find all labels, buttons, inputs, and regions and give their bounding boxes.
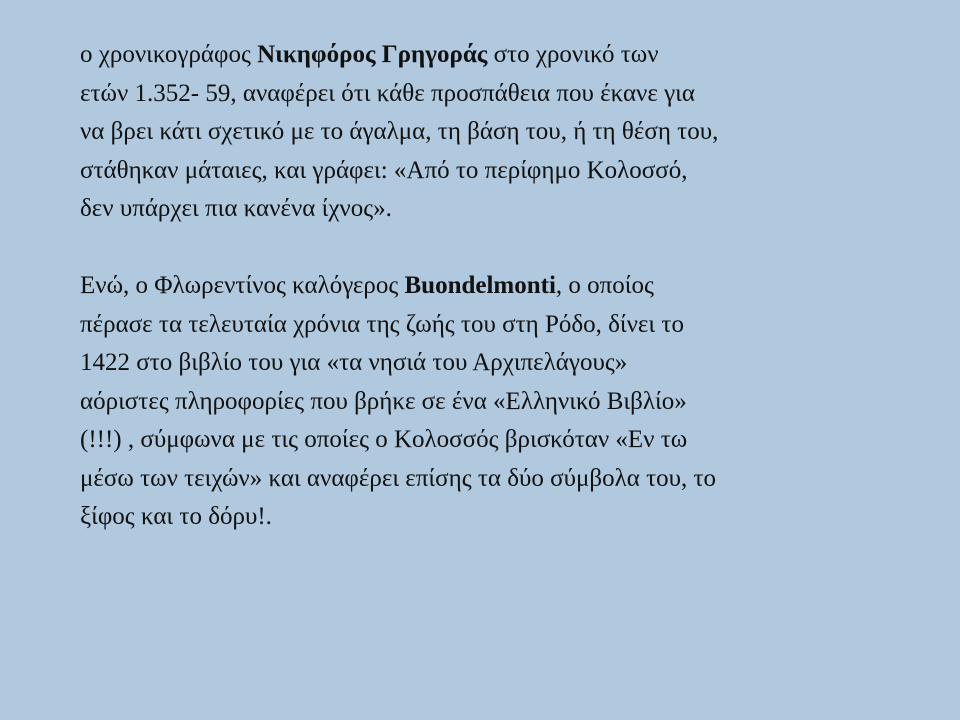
text-line: αόριστες πληροφορίες που βρήκε σε ένα «Ελληνικό Βιβλίο» (80, 387, 687, 415)
text-span: ο χρονικογράφος (80, 41, 258, 68)
paragraph-gregoras (80, 36, 910, 229)
paragraph-buondelmonti (80, 267, 910, 537)
text-line: ετών 1.352- 59, αναφέρει ότι κάθε προσπάθεια που έκανε για (80, 79, 695, 107)
text-line: (!!!) , σύμφωνα με τις οποίες ο Κολοσσός βρισκόταν «Εν τω (80, 426, 688, 453)
text-line: πέρασε τα τελευταία χρόνια της ζωής του στη Ρόδο, δίνει το (80, 310, 684, 338)
text-line: στάθηκαν μάταιες, και γράφει: «Από το περίφημο Κολοσσό, (80, 156, 688, 184)
bold-name-gregoras: Νικηφόρος Γρηγοράς (257, 41, 488, 68)
text-span: , ο οποίος (555, 272, 654, 299)
text-line: 1422 στο βιβλίο του για «τα νησιά του Αρχιπελάγους» (80, 349, 628, 376)
text-line (80, 36, 910, 75)
bold-name-buondelmonti: Buondelmonti (404, 272, 556, 299)
text-span: στο χρονικό των (487, 41, 659, 68)
text-line: δεν υπάρχει πια κανένα ίχνος». (80, 195, 392, 222)
text-line: ξίφος και το δόρυ!. (80, 503, 272, 530)
text-line: να βρει κάτι σχετικό με το άγαλμα, τη βάση του, ή τη θέση του, (80, 118, 719, 145)
text-span: Ενώ, ο Φλωρεντίνος καλόγερος (80, 272, 405, 299)
text-line: μέσω των τειχών» και αναφέρει επίσης τα δύο σύμβολα του, το (80, 464, 717, 492)
text-line (80, 267, 910, 306)
slide-text-box (80, 36, 910, 537)
